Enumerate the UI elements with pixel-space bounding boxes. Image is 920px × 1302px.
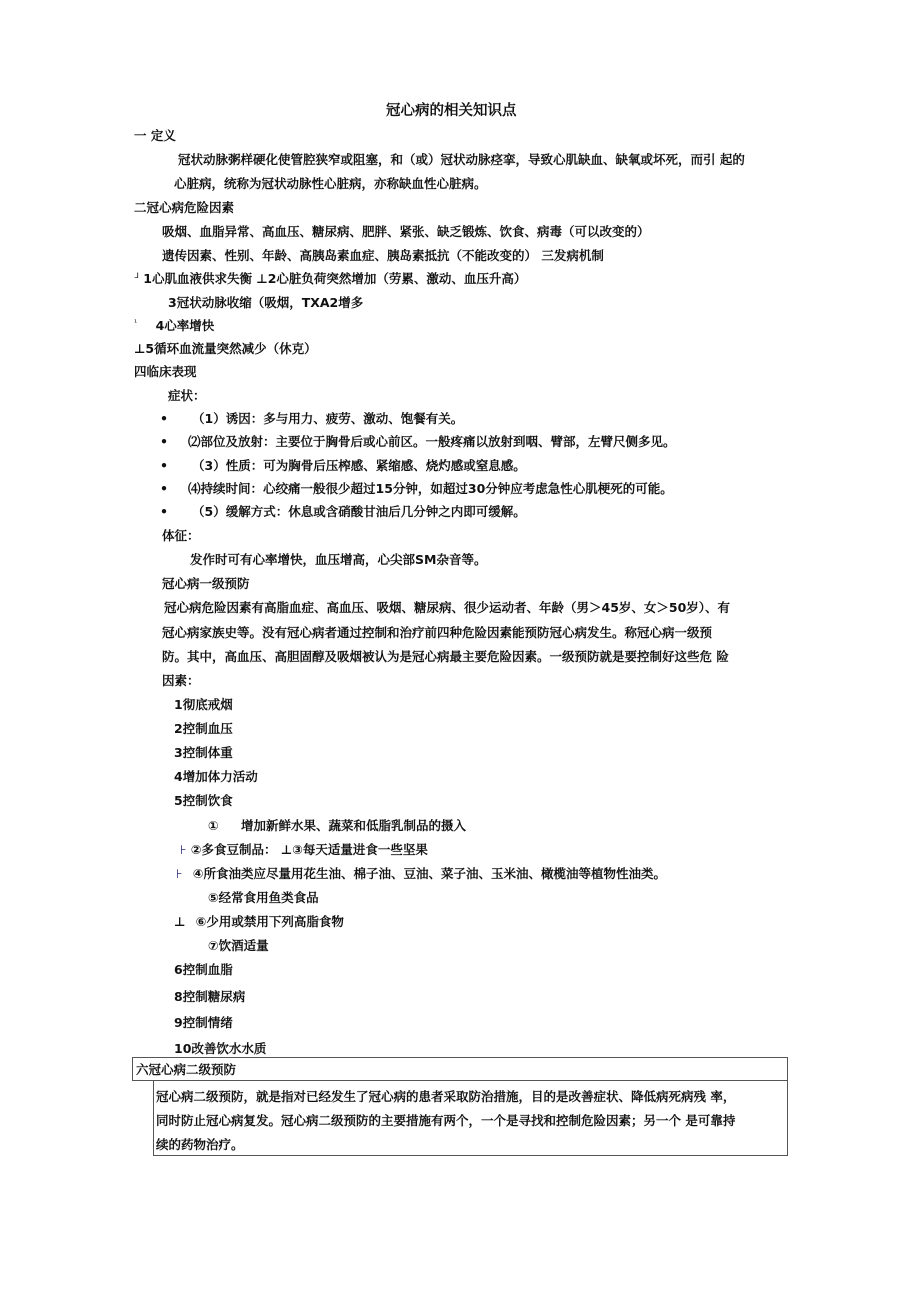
primary-prevention-para-line: 冠心病危险因素有高脂血症、高血压、吸烟、糖尿病、很少运动者、年龄（男＞45岁、女＞50岁）、有 [164,600,731,615]
bullet-icon: • [160,411,168,426]
diet-item-2-text: ②多食豆制品： ⊥③每天适量进食一些坚果 [190,842,428,857]
symptom-item [160,434,676,450]
symptoms-label: 症状： [168,388,206,403]
secondary-prevention-para-line: 冠心病二级预防，就是指对已经发生了冠心病的患者采取防治措施，目的是改善症状、降低病死病残 率， [156,1089,736,1104]
diet-item-4 [176,866,666,882]
mechanism-4-marker: ¹ [134,318,138,327]
bullet-icon: • [160,458,168,473]
signs-text: 发作时可有心率增快，血压增高，心尖部SM杂音等。 [190,552,487,567]
bullet-icon: • [160,481,168,496]
bullet-icon: • [160,434,168,449]
secondary-prevention-para-line: 同时防止冠心病复发。冠心病二级预防的主要措施有两个，一个是寻找和控制危险因素；另一个 是可靠持 [156,1113,736,1128]
diet-item-6-text: ⑥少用或禁用下列高脂食物 [195,914,344,929]
signs-label: 体征： [162,528,200,543]
diet-item-7: ⑦饮酒适量 [208,938,269,953]
symptom-text: （3）性质：可为胸骨后压榨感、紧缩感、烧灼感或窒息感。 [192,458,526,473]
prevention-list-item: 9控制情绪 [174,1015,233,1030]
symptom-item [160,504,526,520]
symptom-text: ⑷持续时间：心绞痛一般很少超过15分钟，如超过30分钟应考虑急性心肌梗死的可能。 [188,481,673,496]
page-title: 冠心病的相关知识点 [386,103,517,119]
diet-item-5: ⑤经常食用鱼类食品 [208,890,319,905]
section-heading-definition: 一 定义 [134,128,176,143]
section-heading-secondary-prevention: 六冠心病二级预防 [136,1062,237,1077]
risk-factors-line-2: 遗传因素、性别、年龄、高胰岛素血症、胰岛素抵抗（不能改变的） 三发病机制 [162,248,604,263]
prevention-list-item: 5控制饮食 [174,793,233,808]
bracket-mark-icon: ⊥ [174,914,186,929]
secondary-prevention-para-line: 续的药物治疗。 [156,1137,244,1152]
prevention-list-item: 2控制血压 [174,721,233,736]
section-heading-clinical: 四临床表现 [134,364,197,379]
diet-item-1 [208,818,466,834]
symptom-text: ⑵部位及放射：主要位于胸骨后或心前区。一般疼痛以放射到咽、臂部，左臂尺侧多见。 [188,434,676,449]
section-heading-primary-prevention: 冠心病一级预防 [162,576,250,591]
mechanism-line-4 [134,318,214,336]
section-heading-risk-factors: 二冠心病危险因素 [134,200,235,215]
mechanism-1-marker: ᒧ [134,271,139,280]
prevention-list-item: 4增加体力活动 [174,769,258,784]
prevention-list-item: 1彻底戒烟 [174,697,233,712]
prevention-list-item: 10改善饮水水质 [174,1041,267,1056]
diet-item-1-text: 增加新鲜水果、蔬菜和低脂乳制品的摄入 [240,818,466,833]
primary-prevention-para-line: 冠心病家族史等。没有冠心病者通过控制和治疗前四种危险因素能预防冠心病发生。称冠心病一级预 [162,625,713,640]
diet-item-4-text: ④所食油类应尽量用花生油、棉子油、豆油、菜子油、玉米油、橄榄油等植物性油类。 [192,866,666,881]
diet-item-2 [180,842,428,858]
definition-line-1: 冠状动脉粥样硬化使管腔狭窄或阻塞，和（或）冠状动脉痉挛，导致心肌缺血、缺氧或坏死，而引 起的 [178,152,745,167]
primary-prevention-para-line: 防。其中，高血压、高胆固醇及吸烟被认为是冠心病最主要危险因素。一级预防就是要控制好这些危 险 [162,649,729,664]
symptom-item [160,481,673,497]
prevention-list-item: 8控制糖尿病 [174,989,246,1004]
symptom-text: （1）诱因：多与用力、疲劳、激动、饱餐有关。 [192,411,464,426]
mechanism-line-3: 3冠状动脉收缩（吸烟，TXA2增多 [168,295,364,310]
mechanism-1-text: 1心肌血液供求失衡 ⊥2心脏负荷突然增加（劳累、激动、血压升高） [143,271,527,286]
prevention-list-item: 6控制血脂 [174,962,233,977]
symptom-item [160,411,464,427]
mechanism-4-text: 4心率增快 [155,318,215,333]
definition-line-2: 心脏病，统称为冠状动脉性心脏病，亦称缺血性心脏病。 [174,176,487,191]
bullet-icon: • [160,504,168,519]
mechanism-line-5: ⊥5循环血流量突然减少（休克） [134,341,317,356]
diet-item-1-number: ① [208,818,219,833]
risk-factors-line-1: 吸烟、血脂异常、高血压、糖尿病、肥胖、紧张、缺乏锻炼、饮食、病毒（可以改变的） [162,224,650,239]
symptom-item [160,458,526,474]
bracket-mark-icon: ⊦ [176,866,183,881]
mechanism-line-1 [134,271,526,289]
bracket-mark-icon: ⊦ [180,842,187,857]
prevention-list-item: 3控制体重 [174,745,233,760]
diet-item-6 [174,914,344,930]
primary-prevention-para-line: 因素： [162,673,200,688]
symptom-text: （5）缓解方式：休息或含硝酸甘油后几分钟之内即可缓解。 [192,504,526,519]
